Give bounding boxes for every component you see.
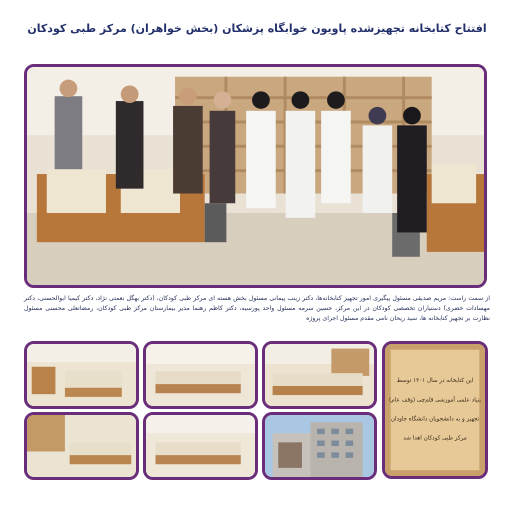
plaque-line-3: تجهیز و به دانشجویان دانشگاه جاودان xyxy=(390,416,480,423)
plaque-line-4: مرکز طبی کودکان اهدا شد xyxy=(403,435,467,442)
library-photo-5 xyxy=(143,412,258,480)
main-group-photo xyxy=(24,64,487,288)
building-photo xyxy=(262,412,377,480)
plaque-line-1: این کتابخانه در سال ۱۴۰۱ توسط xyxy=(396,378,474,385)
library-photo-2 xyxy=(143,341,258,409)
photo-caption: از سمت راست: مریم صدیقی مسئول پیگیری امور تجهیز کتابخانه‌ها، دکتر زینب پیمانی مسئول بخش هسته ای مرکز طبی کودکان، (دکتر بهگل نعمتی نژاد، دکتر کیمیا ابوالحسنی، دکتر مهسادات خضری) دستیاران تخصصی کودکان در این مرکز، حسین سرمه مسئول واحد پورسیه، دکتر کاظم رهنما مدیر بیمارستان مرکز طبی کودکان، رمضانعلی محسنی مسئول نظارت بر تجهیز کتابخانه ها، سید ریحان نامی مقدم مسئول اجرای پروژه xyxy=(24,295,490,322)
library-photo-1 xyxy=(24,341,139,409)
plaque-line-2: بنیاد علمی آموزشی قلم‌چی (وقف عام) xyxy=(389,397,481,404)
library-photo-4 xyxy=(24,412,139,480)
page-title: افتتاح کتابخانه تجهیزشده پاویون خوابگاه پزشکان (بخش خواهران) مرکز طبی کودکان xyxy=(27,22,487,35)
library-photo-3 xyxy=(262,341,377,409)
plaque-photo xyxy=(382,341,488,479)
